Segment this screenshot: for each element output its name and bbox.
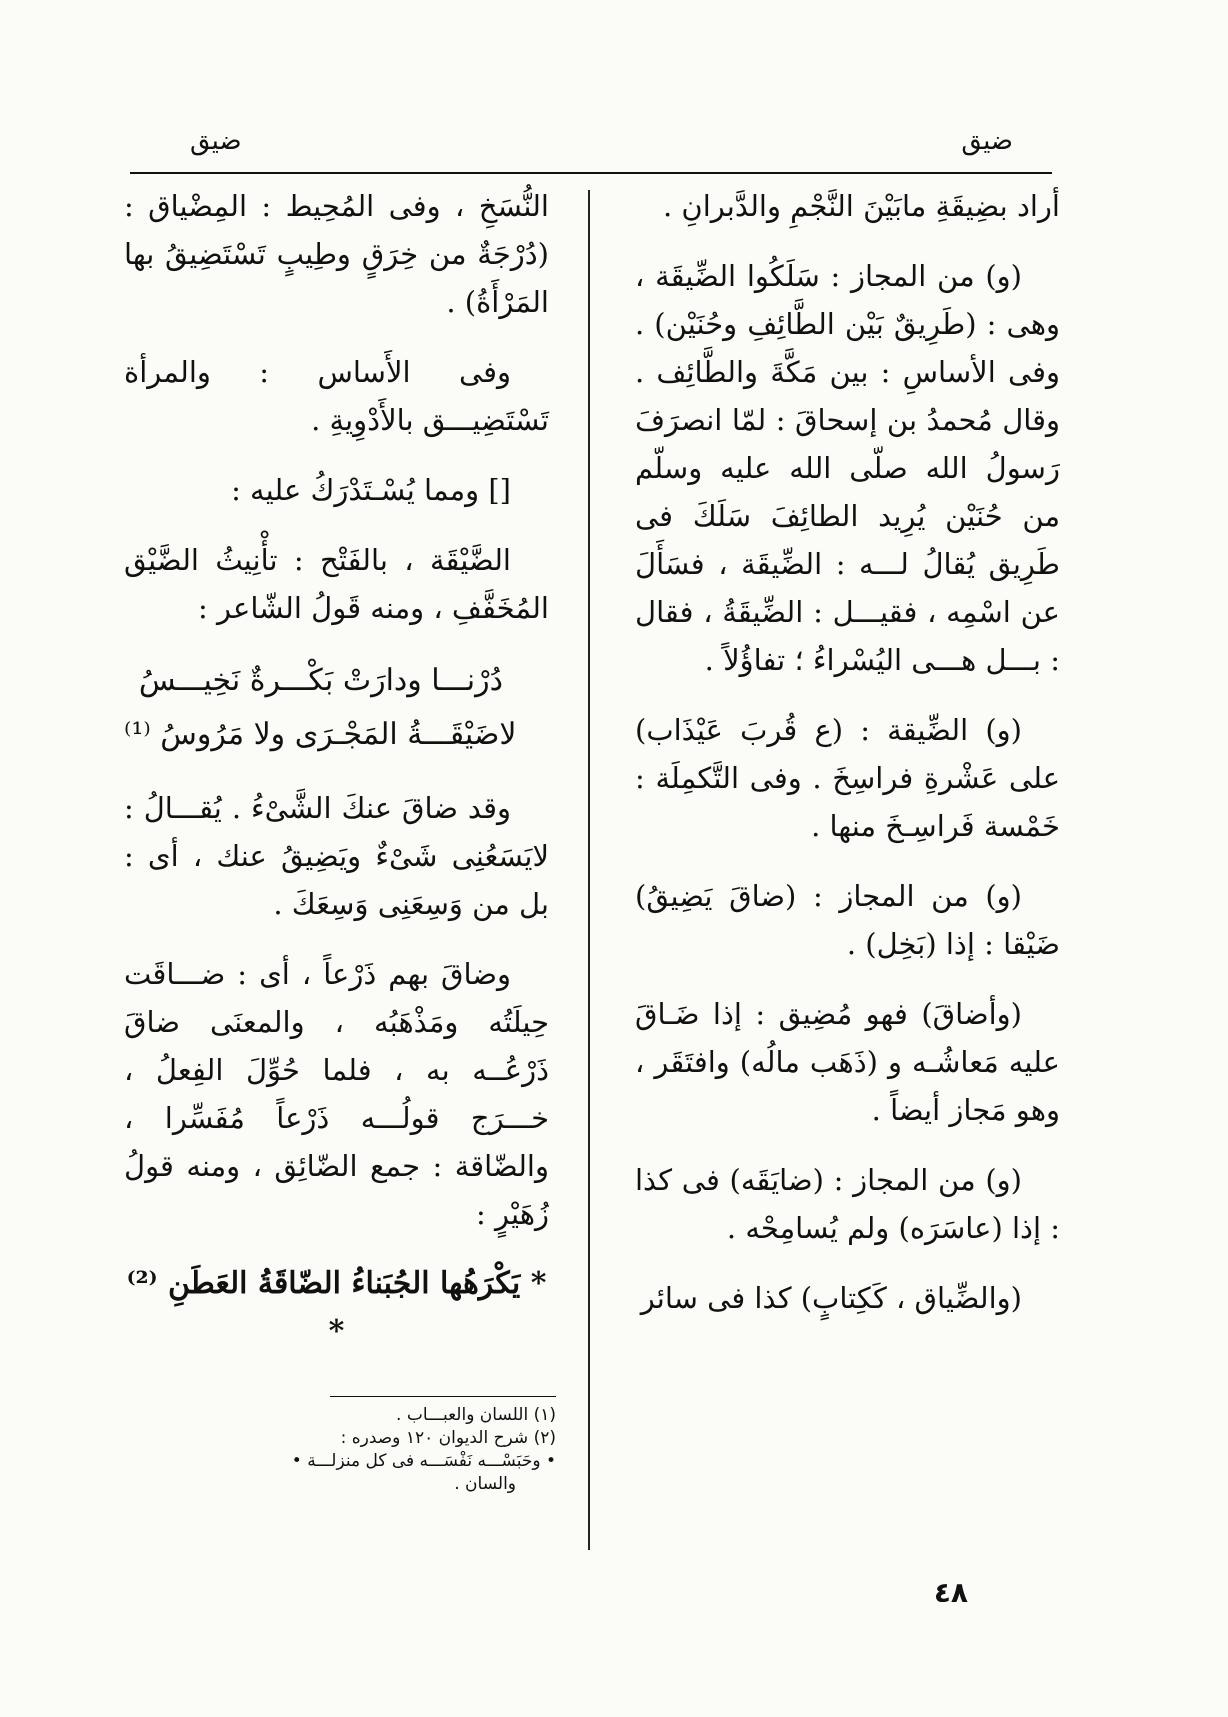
poetry-verse [124,654,549,762]
paragraph: وقد ضاقَ عنكَ الشَّىْءُ . يُقـــالُ : لايَسَعُنِى شَىْءٌ ويَضِيقُ عنك ، أى : بل من وَسِعَنِى وَسِعَكَ . [124,791,549,921]
paragraph: (وأضاقَ) فهو مُضِيق : إذا ضَـاقَ عليه مَعاشُـه و (ذَهَب مالُه) وافتَقَر ، وهو مَجاز أيضاً . [635,997,1060,1127]
paragraph: (و) من المجاز : سَلَكُوا الضِّيقَة ، وهى : (طَرِيقٌ بَيْن الطَّائِفِ وحُنَيْن) . وفى الأساسِ : بين مَكَّةَ والطَّائِف . وقال مُحمدُ بن إسحاقَ : لمّا انصرَفَ رَسولُ الله صلّى الله عليه وسلّم من حُنَيْن يُرِيد الطائِفَ سَلَكَ فى طَرِيق يُقالُ لـــه : الضِّيقَة ، فسَأَلَ عن اسْمِه ، فقيـــل : الضِّيقَةُ ، فقال : بـــل هـــى اليُسْراءُ ؛ تفاؤُلاً . [635,259,1060,677]
verse-line: دُرْنـــا ودارَتْ بَكْـــرةٌ نَخِيـــسُ [138,663,503,698]
paragraph: وفى الأَساس : والمرأة تَسْتَضِيـــق بالأَدْوِيةِ . [124,355,549,437]
paragraph: أراد بضِيقَةِ مابَيْنَ النَّجْمِ والدَّبرانِ . [662,189,1060,223]
poetry-hemistich: * يَكْرَهُها الجُبَناءُ الضّاقَةُ العَطَنِ ⁽²⁾ * [126,1266,547,1349]
paragraph: (و) من المجاز : (ضايَقَه) فى كذا : إذا (عاسَرَه) ولم يُسامِحْه . [635,1163,1060,1245]
paragraph: وضاقَ بهم ذَرْعاً ، أى : ضـــاقَت حِيلَتُه ومَذْهَبُه ، والمعنَى ضاقَ ذَرْعُــه به ، فلما حُوِّلَ الفِعلُ ، خـــرَج قولُـــه ذَرْعاً مُفَسِّرا ، والضّاقة : جمع الضّائِق ، ومنه قولُ زُهَيْرٍ : [124,957,549,1231]
paragraph: (والضِّياق ، كَكِتابٍ) كذا فى سائر [640,1281,1022,1315]
page-number: ٤٨ [933,1576,968,1609]
column-divider [588,190,590,1550]
footnote-rule [330,1396,556,1397]
left-column [124,182,549,1372]
paragraph: (و) من المجاز : (ضاقَ يَضِيقُ) ضَيْقا : إذا (بَخِل) . [635,879,1060,961]
footnote: • وحَبَسْـــه نَفْسَـــه فى كل منزلـــة • [291,1451,556,1471]
header-rule [130,172,1052,174]
running-head-right: ضيق [961,126,1013,156]
footnote: والسان . [454,1474,516,1494]
running-head-left: ضيق [190,126,242,156]
paragraph: (و) الضِّيقة : (ع قُربَ عَيْذَاب) على عَشْرةِ فراسِخَ . وفى التَّكمِلَة : خَمْسة فَراسِـخَ منها . [635,713,1060,843]
footnote: (١) اللسان والعبـــاب . [396,1405,556,1425]
paragraph: [] ومما يُسْـتَدْرَكُ عليه : [231,473,511,507]
paragraph: النُّسَخِ ، وفى المُحِيط : المِضْياق : (دُرْجَةٌ من خِرَقٍ وطِيبٍ تَسْتَضِيقُ بها المَرْأَةُ) . [124,189,549,319]
footnotes [150,1404,556,1496]
right-column [635,182,1060,1344]
verse-line: لاضَيْقَـــةُ المَجْـرَى ولا مَرُوسُ ⁽¹⁾ [124,717,517,752]
paragraph: الضَّيْقَة ، بالفَتْح : تأْنِيثُ الضَّيْق المُخَفَّفِ ، ومنه قَولُ الشّاعر : [124,543,549,625]
footnote: (٢) شرح الديوان ١٢٠ وصدره : [340,1428,556,1448]
